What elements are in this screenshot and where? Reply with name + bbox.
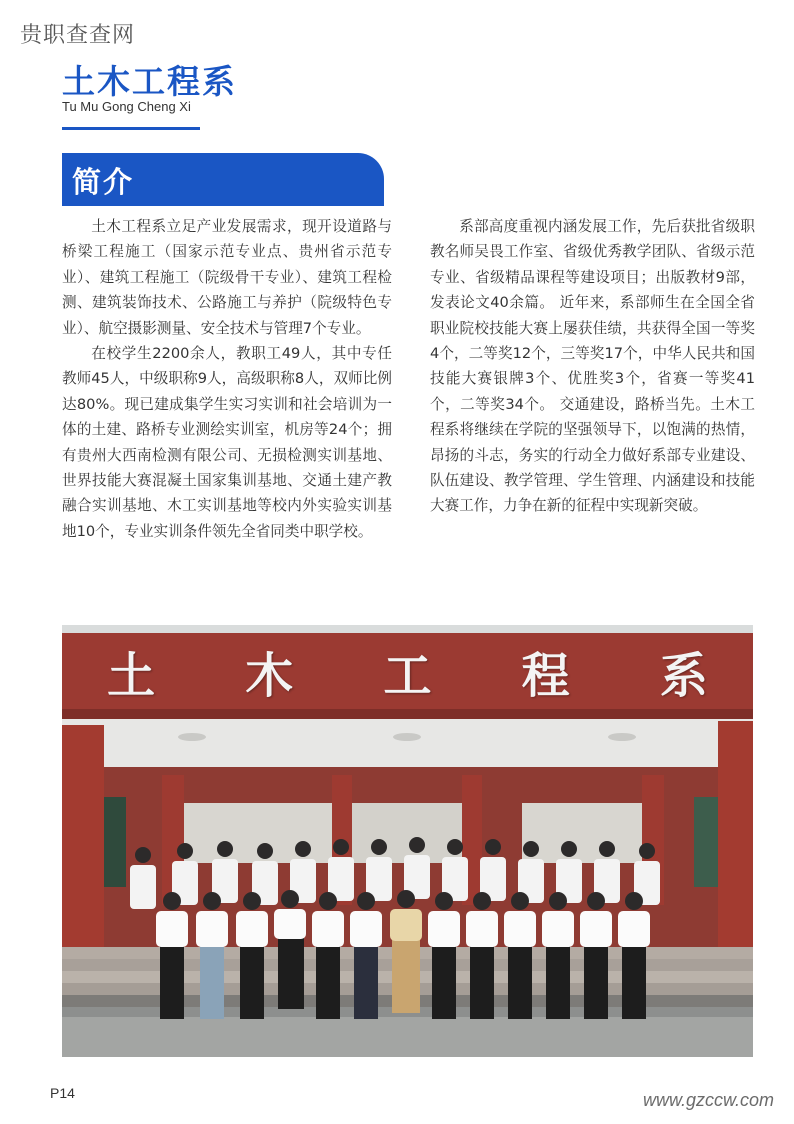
intro-left-column xyxy=(62,214,392,544)
page-number: P14 xyxy=(50,1085,75,1101)
intro-paragraph-3: 系部高度重视内涵发展工作，先后获批省级职教名师吴畏工作室、省级优秀教学团队、省级示范专业、省级精品课程等建设项目；出版教材9部，发表论文40余篇。 近年来，系部师生在全国全省职业院校技能大赛上屡获佳绩，共获得全国一等奖4个，二等奖12个，三等奖17个，中华人民共和国技能大赛银牌3个、优胜奖3个，省赛一等奖41个，二等奖34个。 交通建设，路桥当先。土木工程系将继续在学院的坚强领导下，以饱满的热情，昂扬的斗志，务实的行动全力做好系部专业建设、队伍建设、教学管理、学生管理、内涵建设和技能大赛工作，力争在新的征程中实现新突破。 xyxy=(430,218,755,515)
sign-char: 程 xyxy=(521,647,570,704)
watermark-bottom[interactable]: www.gzccw.com xyxy=(642,1090,774,1110)
sign-char: 工 xyxy=(383,647,432,704)
sign-char: 系 xyxy=(659,647,708,704)
title-underline xyxy=(62,127,200,130)
sign-char: 土 xyxy=(107,647,156,704)
page-subtitle: Tu Mu Gong Cheng Xi xyxy=(62,99,191,114)
building-sign xyxy=(62,637,753,705)
page-title: 土木工程系 xyxy=(62,62,237,101)
intro-right-column xyxy=(430,214,755,519)
watermark-top: 贵职查查网 xyxy=(20,23,136,48)
sign-char: 木 xyxy=(245,647,294,704)
section-label: 简介 xyxy=(72,165,135,199)
group-photo xyxy=(62,625,753,1057)
intro-paragraph-1: 土木工程系立足产业发展需求，现开设道路与桥梁工程施工（国家示范专业点、贵州省示范专业）、建筑工程施工（院级骨干专业）、建筑工程检测、建筑装饰技术、公路施工与养护（院级特色专业）、航空摄影测量、安全技术与管理7个专业。 xyxy=(62,218,392,337)
intro-paragraph-2: 在校学生2200余人，教职工49人，其中专任教师45人，中级职称9人，高级职称8人，双师比例达80%。现已建成集学生实习实训和社会培训为一体的土建、路桥专业测绘实训室，机房等24个；拥有贵州大西南检测有限公司、无损检测实训基地、世界技能大赛混凝土国家集训基地、交通土建产教融合实训基地、木工实训基地等校内外实验实训基地10个，专业实训条件领先全省同类中职学校。 xyxy=(62,345,392,540)
